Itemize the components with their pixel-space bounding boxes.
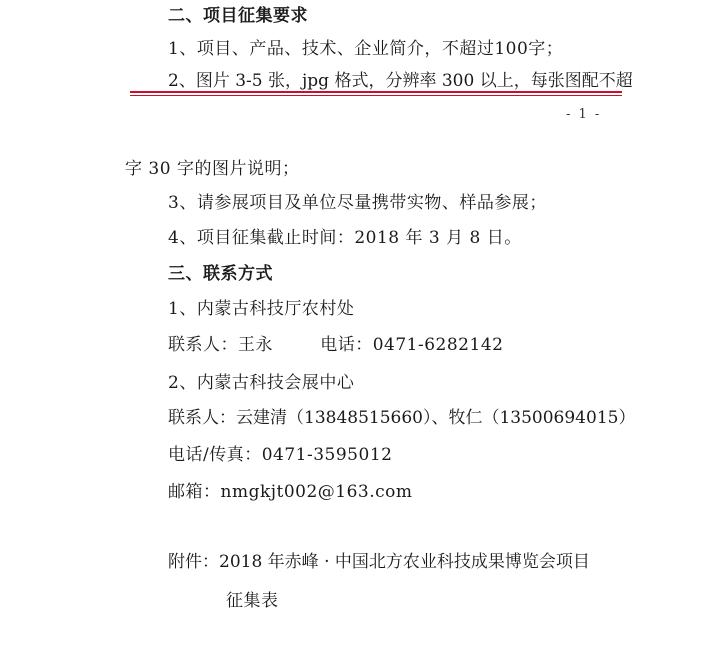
page-separator-top: [130, 91, 622, 93]
contact-2-organization: 2、内蒙古科技会展中心: [168, 373, 355, 393]
page-separator-bottom: [130, 95, 622, 96]
contact-1-organization: 1、内蒙古科技厅农村处: [168, 299, 355, 319]
attachment-line-1: 附件：2018 年赤峰 · 中国北方农业科技成果博览会项目: [168, 552, 590, 572]
requirement-item-4: 4、项目征集截止时间：2018 年 3 月 8 日。: [168, 228, 522, 248]
requirement-item-1: 1、项目、产品、技术、企业简介，不超过100字；: [168, 39, 564, 59]
page-number: - 1 -: [566, 107, 602, 122]
requirement-item-2-part2: 字 30 字的图片说明；: [125, 159, 300, 179]
contact-1-detail: 联系人：王永 电话：0471-6282142: [168, 335, 504, 355]
contact-2-phone: 电话/传真：0471-3595012: [168, 445, 393, 465]
requirement-item-3: 3、请参展项目及单位尽量携带实物、样品参展；: [168, 193, 547, 213]
contact-2-people: 联系人：云建清（13848515660）、牧仁（13500694015）: [168, 408, 636, 428]
section-heading-contacts: 三、联系方式: [168, 264, 273, 284]
requirement-item-2-part1: 2、图片 3-5 张，jpg 格式，分辨率 300 以上，每张图配不超: [168, 71, 633, 91]
section-heading-requirements: 二、项目征集要求: [168, 6, 308, 26]
attachment-line-2: 征集表: [226, 591, 279, 611]
contact-2-email: 邮箱：nmgkjt002@163.com: [168, 482, 413, 502]
